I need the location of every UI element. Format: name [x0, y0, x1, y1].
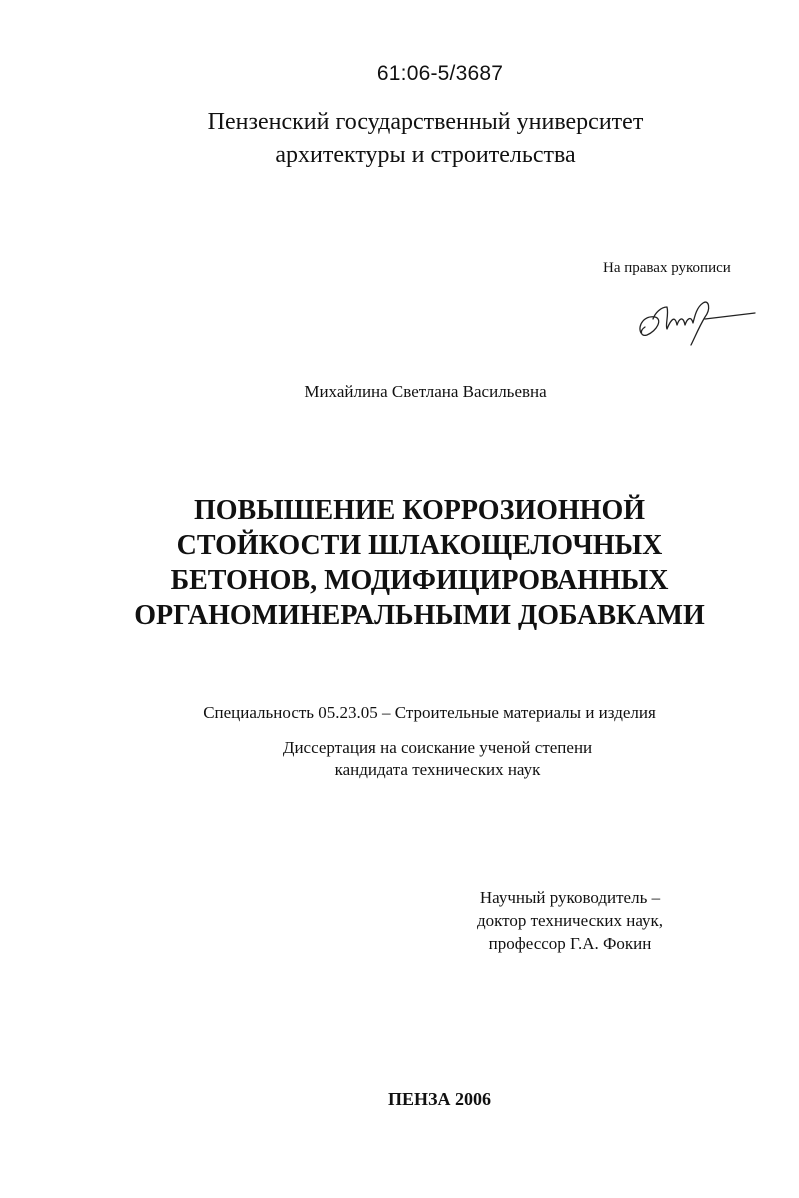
title-line-3: БЕТОНОВ, МОДИФИЦИРОВАННЫХ	[170, 565, 669, 596]
author-name: Михайлина Светлана Васильевна	[304, 382, 547, 401]
city-year: ПЕНЗА 2006	[387, 1089, 491, 1109]
document-code: 61:06-5/3687	[376, 62, 504, 85]
organization-name	[26, 106, 799, 172]
degree-line-2: кандидата технических наук	[334, 760, 541, 779]
title-line-1: ПОВЫШЕНИЕ КОРРОЗИОННОЙ	[193, 495, 646, 526]
advisor-line-1: Научный руководитель –	[479, 888, 661, 907]
organization-line-1: Пензенский государственный университет	[207, 109, 644, 135]
organization-line-2: архитектуры и строительства	[275, 142, 576, 168]
specialty: Специальность 05.23.05 – Строительные материалы и изделия	[203, 703, 656, 722]
advisor-line-3: профессор Г.А. Фокин	[488, 934, 652, 953]
dissertation-title	[20, 493, 799, 633]
title-line-4: ОРГАНОМИНЕРАЛЬНЫМИ ДОБАВКАМИ	[134, 600, 705, 631]
handwritten-signature	[635, 285, 765, 350]
scientific-advisor	[470, 886, 670, 955]
title-line-2: СТОЙКОСТИ ШЛАКОЩЕЛОЧНЫХ	[176, 530, 663, 561]
rights-notice: На правах рукописи	[603, 260, 731, 276]
degree-line-1: Диссертация на соискание ученой степени	[282, 738, 593, 757]
degree-statement	[38, 737, 799, 781]
advisor-line-2: доктор технических наук,	[476, 911, 664, 930]
